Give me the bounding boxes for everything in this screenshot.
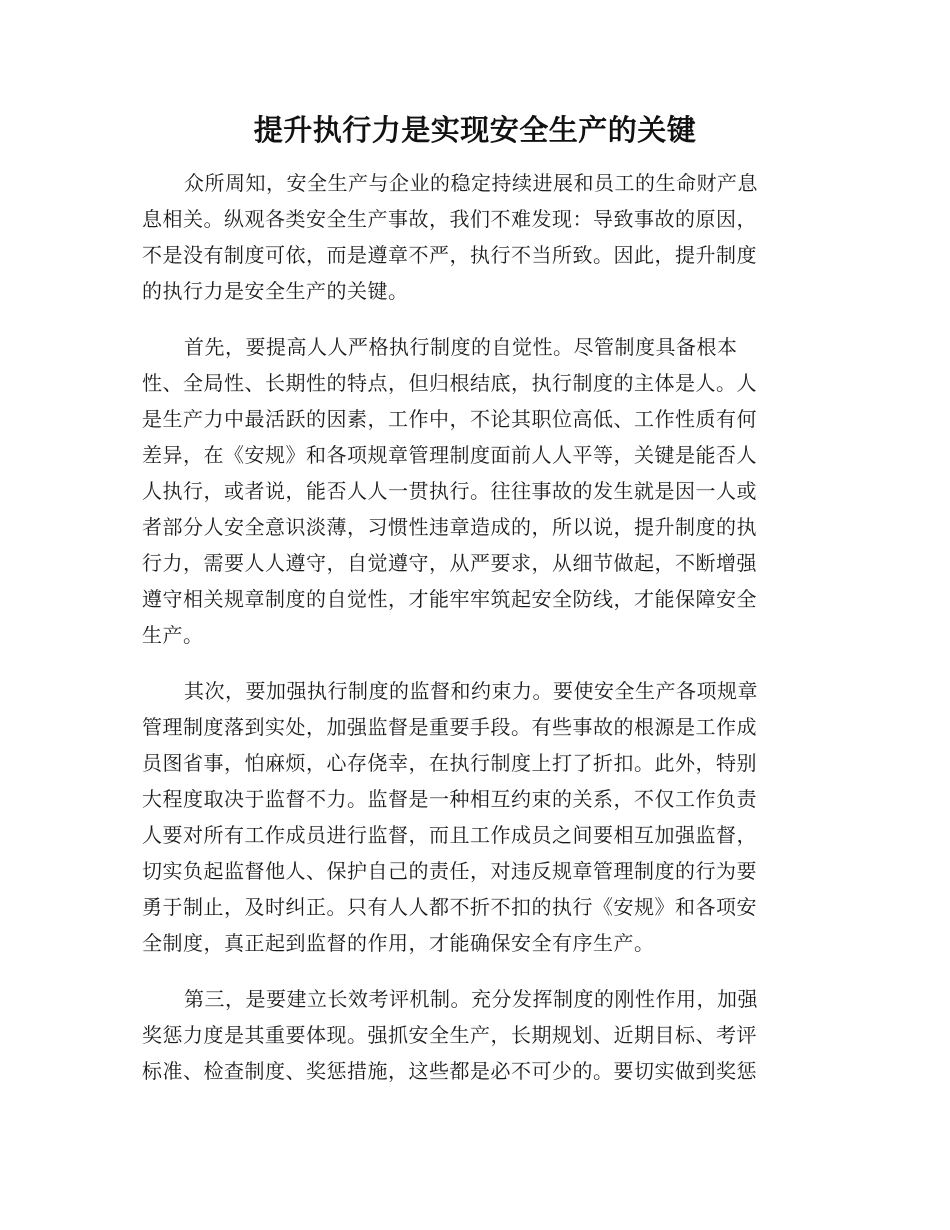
paragraph-line: 全制度，真正起到监督的作用，才能确保安全有序生产。 [142, 931, 655, 955]
paragraph-line: 不是没有制度可依，而是遵章不严，执行不当所致。因此，提升制度 [142, 243, 757, 267]
paragraph-line: 其次，要加强执行制度的监督和约束力。要使安全生产各项规章 [184, 679, 758, 703]
paragraph-line: 者部分人安全意识淡薄，习惯性违章造成的，所以说，提升制度的执 [142, 515, 757, 539]
paragraph-line: 的执行力是安全生产的关键。 [142, 279, 409, 303]
paragraph-line: 切实负起监督他人、保护自己的责任，对违反规章管理制度的行为要 [142, 859, 757, 883]
paragraph-line: 员图省事，怕麻烦，心存侥幸，在执行制度上打了折扣。此外，特别 [142, 751, 757, 775]
paragraph-line: 性、全局性、长期性的特点，但归根结底，执行制度的主体是人。人 [142, 371, 757, 395]
paragraph-line: 管理制度落到实处，加强监督是重要手段。有些事故的根源是工作成 [142, 715, 757, 739]
paragraph-line: 第三，是要建立长效考评机制。充分发挥制度的刚性作用，加强 [184, 987, 758, 1011]
paragraph-line: 遵守相关规章制度的自觉性，才能牢牢筑起安全防线，才能保障安全 [142, 587, 757, 611]
paragraph-line: 众所周知，安全生产与企业的稳定持续进展和员工的生命财产息 [184, 171, 758, 195]
paragraph-line: 人执行，或者说，能否人人一贯执行。往往事故的发生就是因一人或 [142, 479, 757, 503]
paragraph-line: 首先，要提高人人严格执行制度的自觉性。尽管制度具备根本 [184, 335, 738, 359]
document-title: 提升执行力是实现安全生产的关键 [253, 113, 697, 147]
paragraph-line: 生产。 [142, 623, 204, 647]
paragraph-line: 标准、检查制度、奖惩措施，这些都是必不可少的。要切实做到奖惩 [142, 1059, 757, 1083]
paragraph-line: 息相关。纵观各类安全生产事故，我们不难发现：导致事故的原因， [142, 207, 757, 231]
paragraph-line: 行力，需要人人遵守，自觉遵守，从严要求，从细节做起，不断增强 [142, 551, 757, 575]
paragraph-line: 差异，在《安规》和各项规章管理制度面前人人平等，关键是能否人 [142, 443, 757, 467]
paragraph-line: 奖惩力度是其重要体现。强抓安全生产，长期规划、近期目标、考评 [142, 1023, 757, 1047]
paragraph-line: 是生产力中最活跃的因素，工作中，不论其职位高低、工作性质有何 [142, 407, 757, 431]
paragraph-line: 大程度取决于监督不力。监督是一种相互约束的关系，不仅工作负责 [142, 787, 757, 811]
paragraph-line: 人要对所有工作成员进行监督，而且工作成员之间要相互加强监督， [142, 823, 757, 847]
paragraph-line: 勇于制止，及时纠正。只有人人都不折不扣的执行《安规》和各项安 [142, 895, 757, 919]
